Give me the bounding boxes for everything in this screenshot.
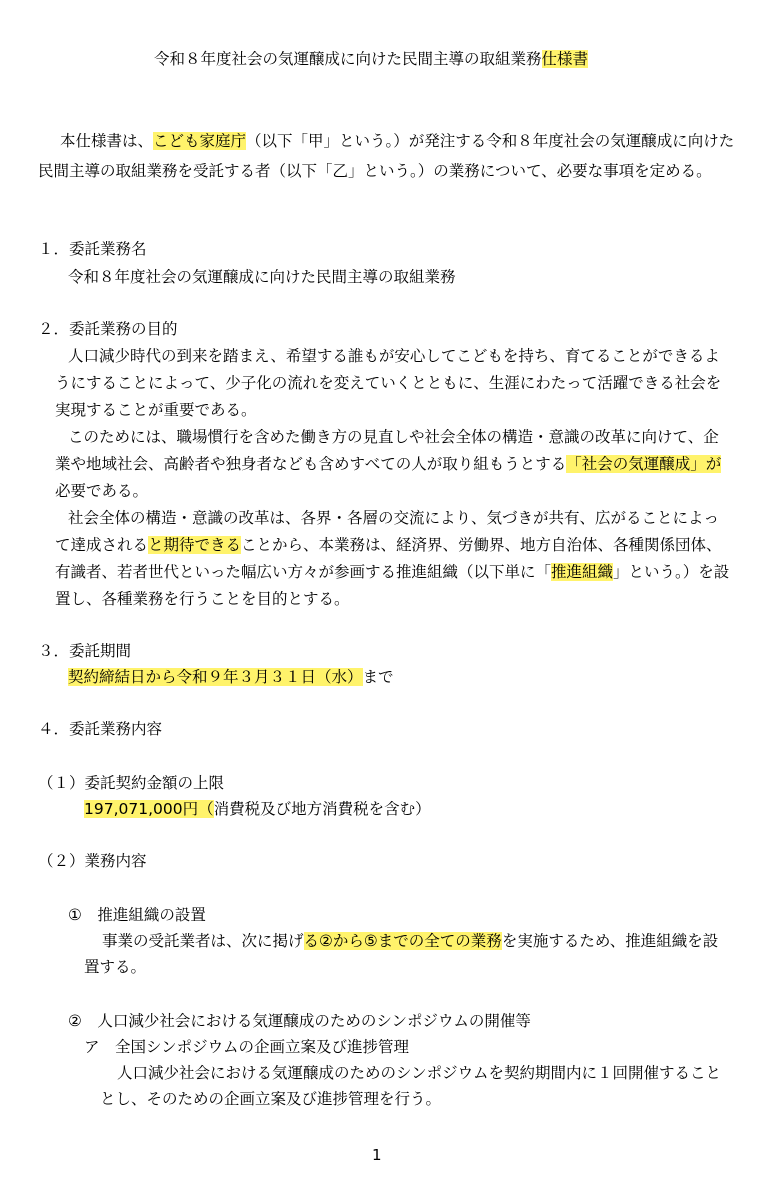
paragraph-highlight: と期待できる	[148, 536, 242, 554]
section-4-heading: ４．委託業務内容	[38, 720, 163, 738]
paragraph-text: を実施するため、推進組織を設	[501, 932, 719, 950]
section-2-p1-line-3: 実現することが重要である。	[55, 401, 257, 419]
item-2-sub-a-heading: ア 全国シンポジウムの企画立案及び進捗管理	[84, 1038, 409, 1056]
section-1-body: 令和８年度社会の気運醸成に向けた民間主導の取組業務	[68, 268, 456, 286]
amount-text: 消費税及び地方消費税を含む）	[213, 800, 431, 818]
section-2-p2-line-3: 必要である。	[55, 482, 149, 500]
subsection-1-heading: （１）委託契約金額の上限	[38, 774, 225, 792]
paragraph-text: 有識者、若者世代といった幅広い方々が参画する推進組織（以下単に「	[55, 563, 552, 581]
intro-line-1	[60, 130, 734, 152]
section-2-heading: ２．委託業務の目的	[38, 320, 178, 338]
item-1-line-1	[102, 930, 718, 952]
item-2-sub-a-line-1: 人口減少社会における気運醸成のためのシンポジウムを契約期間内に１回開催すること	[117, 1064, 721, 1082]
section-3-heading: ３．委託期間	[38, 642, 132, 660]
page-number: 1	[372, 1146, 382, 1164]
item-2-sub-a-line-2: とし、そのための企画立案及び進捗管理を行う。	[100, 1090, 442, 1108]
section-1-heading: １．委託業務名	[38, 240, 147, 258]
paragraph-text: 」という。）を設	[613, 563, 730, 581]
title-text: 令和８年度社会の気運醸成に向けた民間主導の取組業務	[154, 50, 542, 68]
intro-text: 本仕様書は、	[60, 132, 154, 150]
title-highlight: 仕様書	[541, 50, 589, 68]
section-2-p3-line-2	[55, 534, 722, 556]
section-3-body	[68, 666, 394, 688]
intro-line-2: 民間主導の取組業務を受託する者（以下「乙」という。）の業務について、必要な事項を定める。	[38, 162, 712, 180]
intro-text: （以下「甲」という。）が発注する令和８年度社会の気運醸成に向けた	[246, 132, 735, 150]
section-2-p1-line-2: うにすることによって、少子化の流れを変えていくとともに、生涯にわたって活躍できる社会を	[55, 374, 722, 392]
amount-highlight: 197,071,000円（	[84, 800, 214, 818]
paragraph-text: て達成される	[55, 536, 149, 554]
paragraph-text: 業や地域社会、高齢者や独身者なども含めすべての人が取り組もうとする	[55, 455, 567, 473]
period-text: まで	[362, 668, 394, 686]
paragraph-highlight: 「社会の気運醸成」が	[566, 455, 722, 473]
subsection-1-body	[84, 798, 431, 820]
section-2-p3-line-1: 社会全体の構造・意識の改革は、各界・各層の交流により、気づきが共有、広がることによっ	[68, 509, 720, 527]
paragraph-highlight: 推進組織	[551, 563, 614, 581]
section-2-p1-line-1: 人口減少時代の到来を踏まえ、希望する誰もが安心してこどもを持ち、育てることができるよ	[68, 347, 720, 365]
section-2-p3-line-4: 置し、各種業務を行うことを目的とする。	[55, 590, 350, 608]
section-2-p2-line-1: このためには、職場慣行を含めた働き方の見直しや社会全体の構造・意識の改革に向けて、企	[68, 428, 719, 446]
paragraph-text: ことから、本業務は、経済界、労働界、地方自治体、各種関係団体、	[241, 536, 722, 554]
document-title	[154, 48, 588, 70]
item-1-heading: ① 推進組織の設置	[68, 906, 206, 924]
intro-highlight: こども家庭庁	[153, 132, 247, 150]
period-highlight: 契約締結日から令和９年３月３１日（水）	[68, 668, 363, 686]
section-2-p2-line-2	[55, 453, 721, 475]
paragraph-highlight: る②から⑤までの全ての業務	[303, 932, 502, 950]
item-2-heading: ② 人口減少社会における気運醸成のためのシンポジウムの開催等	[68, 1012, 531, 1030]
item-1-line-2: 置する。	[84, 958, 147, 976]
subsection-2-heading: （２）業務内容	[38, 852, 147, 870]
paragraph-text: 事業の受託業者は、次に掲げ	[102, 932, 304, 950]
section-2-p3-line-3	[55, 561, 729, 583]
